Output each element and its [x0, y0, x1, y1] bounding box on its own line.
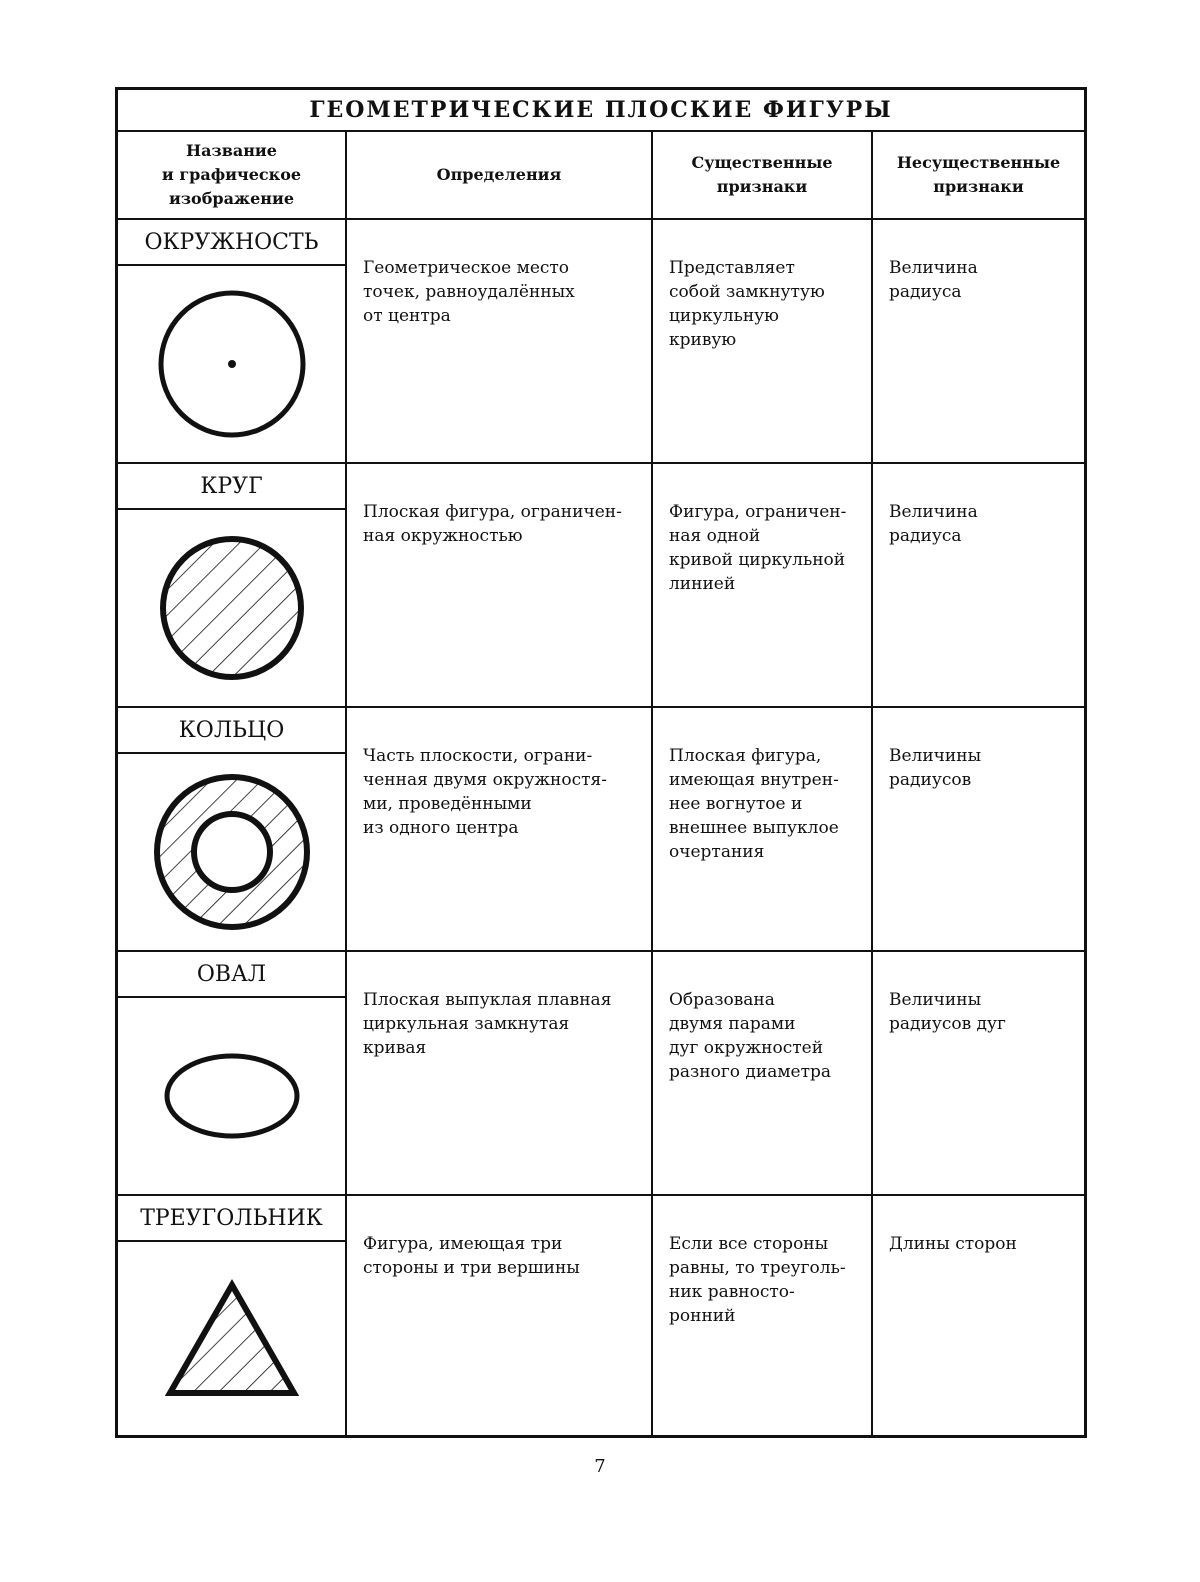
name-cell [118, 708, 345, 950]
nonessential-cell: Величина радиуса [871, 220, 1084, 462]
table-row [118, 952, 1084, 1196]
nonessential-cell: Величины радиусов дуг [871, 952, 1084, 1194]
oval-outline-icon [157, 1046, 307, 1146]
definition-cell: Фигура, имеющая три стороны и три вершины [345, 1196, 651, 1437]
figure-name: ОКРУЖНОСТЬ [118, 220, 345, 266]
essential-cell: Фигура, ограничен- ная одной кривой циркульной линией [651, 464, 871, 706]
table-title: ГЕОМЕТРИЧЕСКИЕ ПЛОСКИЕ ФИГУРЫ [118, 90, 1084, 132]
figure-name: ТРЕУГОЛЬНИК [118, 1196, 345, 1242]
figure-name: КОЛЬЦО [118, 708, 345, 754]
header-name: Название и графическое изображение [161, 141, 302, 208]
header-nonessential: Несущественные признаки [871, 132, 1084, 218]
figure-picture [118, 266, 345, 462]
figure-name: КРУГ [118, 464, 345, 510]
essential-cell: Плоская фигура, имеющая внутрен- нее вогнутое и внешнее выпуклое очертания [651, 708, 871, 950]
essential-cell: Если все стороны равны, то треуголь- ник равносто- ронний [651, 1196, 871, 1437]
circle-outline-icon [152, 284, 312, 444]
header-definition: Определения [345, 132, 651, 218]
figure-picture [118, 510, 345, 706]
figure-picture [118, 754, 345, 950]
hatched-disc-icon [152, 528, 312, 688]
header-row [118, 132, 1084, 220]
name-cell [118, 464, 345, 706]
definition-cell: Плоская фигура, ограничен- ная окружностью [345, 464, 651, 706]
definition-cell: Часть плоскости, ограни- ченная двумя окружностя- ми, проведёнными из одного центра [345, 708, 651, 950]
page-number: 7 [594, 1456, 606, 1477]
header-essential: Существенные признаки [651, 132, 871, 218]
table-row [118, 220, 1084, 464]
figure-picture [118, 1242, 345, 1437]
table-row [118, 708, 1084, 952]
essential-cell: Представляет собой замкнутую циркульную кривую [651, 220, 871, 462]
figures-table [115, 87, 1087, 1438]
definition-cell: Плоская выпуклая плавная циркульная замкнутая кривая [345, 952, 651, 1194]
name-cell [118, 952, 345, 1194]
nonessential-cell: Величины радиусов [871, 708, 1084, 950]
nonessential-cell: Величина радиуса [871, 464, 1084, 706]
table-row [118, 464, 1084, 708]
name-cell [118, 1196, 345, 1437]
definition-cell: Геометрическое место точек, равноудалённых от центра [345, 220, 651, 462]
table-row [118, 1196, 1084, 1437]
figure-name: ОВАЛ [118, 952, 345, 998]
hatched-triangle-icon [157, 1275, 307, 1405]
hatched-ring-icon [147, 767, 317, 937]
essential-cell: Образована двумя парами дуг окружностей разного диаметра [651, 952, 871, 1194]
name-cell [118, 220, 345, 462]
nonessential-cell: Длины сторон [871, 1196, 1084, 1437]
figure-picture [118, 998, 345, 1194]
